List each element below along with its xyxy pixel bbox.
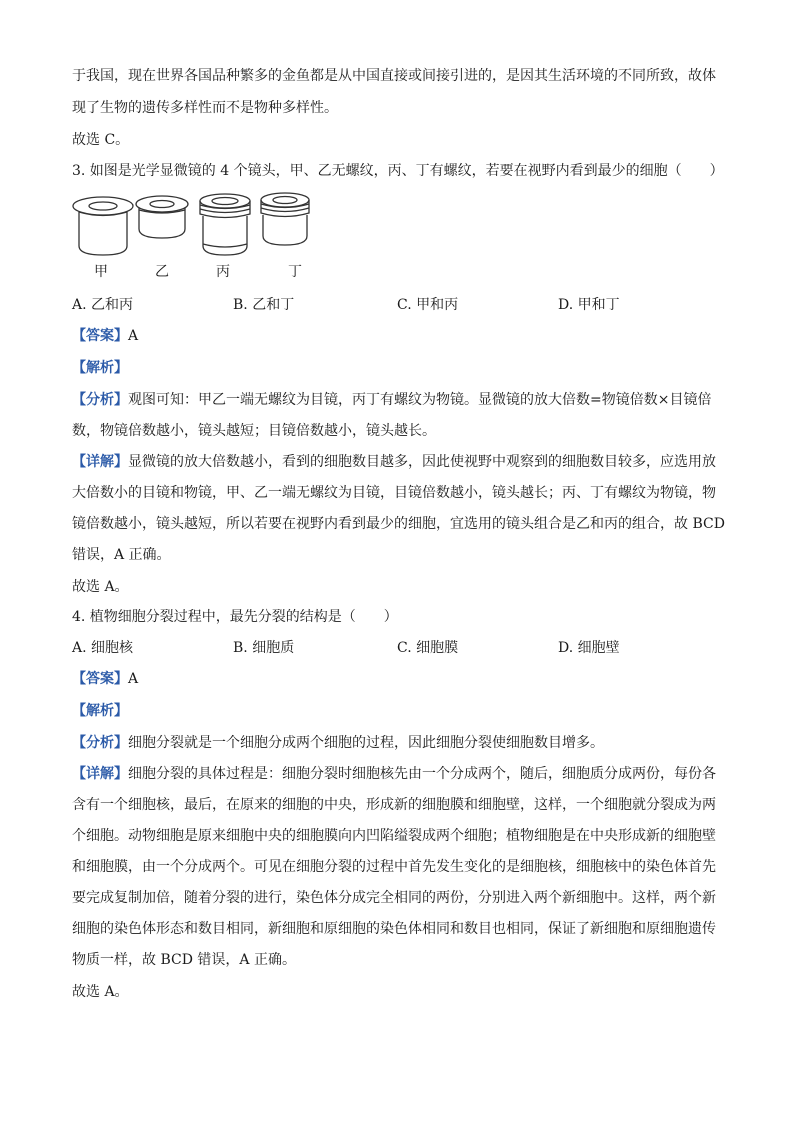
q4-xiangjie-6: 细胞的染色体形态和数目相同，新细胞和原细胞的染色体相同和数目也相同，保证了新细胞和原细胞遗传 [72,921,716,937]
lens-jia-icon [73,197,133,255]
q3-xiangjie-3: 镜倍数越小，镜头越短，所以若要在视野内看到最少的细胞，宜选用的镜头组合是乙和丙的组合，故 BCD [72,516,725,532]
q3-fenxi-2: 数，物镜倍数越小，镜头越短；目镜倍数越小，镜头越长。 [72,423,436,439]
q3-xiangjie-2: 大倍数小的目镜和物镜，甲、乙一端无螺纹为目镜，目镜倍数越小，镜头越长；丙、丁有螺纹为物镜，物 [72,485,716,501]
lens-label-ding: 丁 [288,264,302,280]
fenxi-text: 观图可知：甲乙一端无螺纹为目镜，丙丁有螺纹为物镜。显微镜的放大倍数=物镜倍数×目镜倍 [128,392,712,408]
fenxi-tag: 【分析】 [72,392,128,408]
q4-stem: 4. 植物细胞分裂过程中，最先分裂的结构是（ ） [72,609,398,625]
q3-stem: 3. 如图是光学显微镜的 4 个镜头，甲、乙无螺纹，丙、丁有螺纹，若要在视野内看到最少的细胞（ ） [72,163,724,179]
lens-label-bing: 丙 [216,264,230,280]
q4-xiangjie-1 [72,764,716,784]
xiangjie-text: 显微镜的放大倍数越小，看到的细胞数目越多，因此使视野中观察到的细胞数目较多，应选用放 [128,454,716,470]
lens-bing-icon [200,194,250,255]
answer-value: A [128,671,139,687]
intro-line-1: 于我国，现在世界各国品种繁多的金鱼都是从中国直接或间接引进的，是因其生活环境的不同所致，故体 [72,68,716,84]
lens-ding-icon [261,193,309,245]
q3-conclusion: 故选 A。 [72,579,129,595]
q4-option-c: C. 细胞膜 [397,640,459,656]
xiangjie-tag: 【详解】 [72,454,128,470]
q4-fenxi-1 [72,733,604,753]
analysis-tag: 【解析】 [72,360,128,376]
q3-option-a: A. 乙和丙 [72,297,134,313]
analysis-tag: 【解析】 [72,703,128,719]
q4-xiangjie-3: 个细胞。动物细胞是原来细胞中央的细胞膜向内凹陷缢裂成两个细胞；植物细胞是在中央形成新的细胞壁 [72,828,716,844]
q4-xiangjie-4: 和细胞膜，由一个分成两个。可见在细胞分裂的过程中首先发生变化的是细胞核，细胞核中的染色体首先 [72,859,716,875]
xiangjie-tag: 【详解】 [72,766,128,782]
q3-option-c: C. 甲和丙 [397,297,459,313]
q3-xiangjie-4: 错误，A 正确。 [72,547,171,563]
q4-xiangjie-5: 要完成复制加倍，随着分裂的进行，染色体分成完全相同的两份，分别进入两个新细胞中。这样，两个新 [72,890,716,906]
answer-tag: 【答案】 [72,671,128,687]
q3-xiangjie-1 [72,452,716,472]
q4-option-d: D. 细胞壁 [558,640,620,656]
q3-option-b: B. 乙和丁 [233,297,295,313]
xiangjie-text: 细胞分裂的具体过程是：细胞分裂时细胞核先由一个分成两个，随后，细胞质分成两份，每份各 [128,766,716,782]
fenxi-text: 细胞分裂就是一个细胞分成两个细胞的过程，因此细胞分裂使细胞数目增多。 [128,735,604,751]
q4-xiangjie-7: 物质一样，故 BCD 错误，A 正确。 [72,952,296,968]
q3-option-d: D. 甲和丁 [558,297,620,313]
fenxi-tag: 【分析】 [72,735,128,751]
q4-xiangjie-2: 含有一个细胞核，最后，在原来的细胞的中央，形成新的细胞膜和细胞壁，这样，一个细胞就分裂成为两 [72,797,716,813]
intro-conclusion: 故选 C。 [72,132,130,148]
q4-answer [72,669,138,689]
q4-conclusion: 故选 A。 [72,984,129,1000]
lens-yi-icon [136,196,188,238]
lens-label-yi: 乙 [155,264,169,280]
q3-fenxi-1 [72,390,711,410]
q4-option-a: A. 细胞核 [72,640,134,656]
q4-analysis-heading [72,701,128,721]
q3-answer [72,326,138,346]
lens-label-jia: 甲 [94,264,108,280]
q3-analysis-heading [72,358,128,378]
answer-value: A [128,328,139,344]
answer-tag: 【答案】 [72,328,128,344]
q4-option-b: B. 细胞质 [233,640,295,656]
intro-line-2: 现了生物的遗传多样性而不是物种多样性。 [72,100,338,116]
